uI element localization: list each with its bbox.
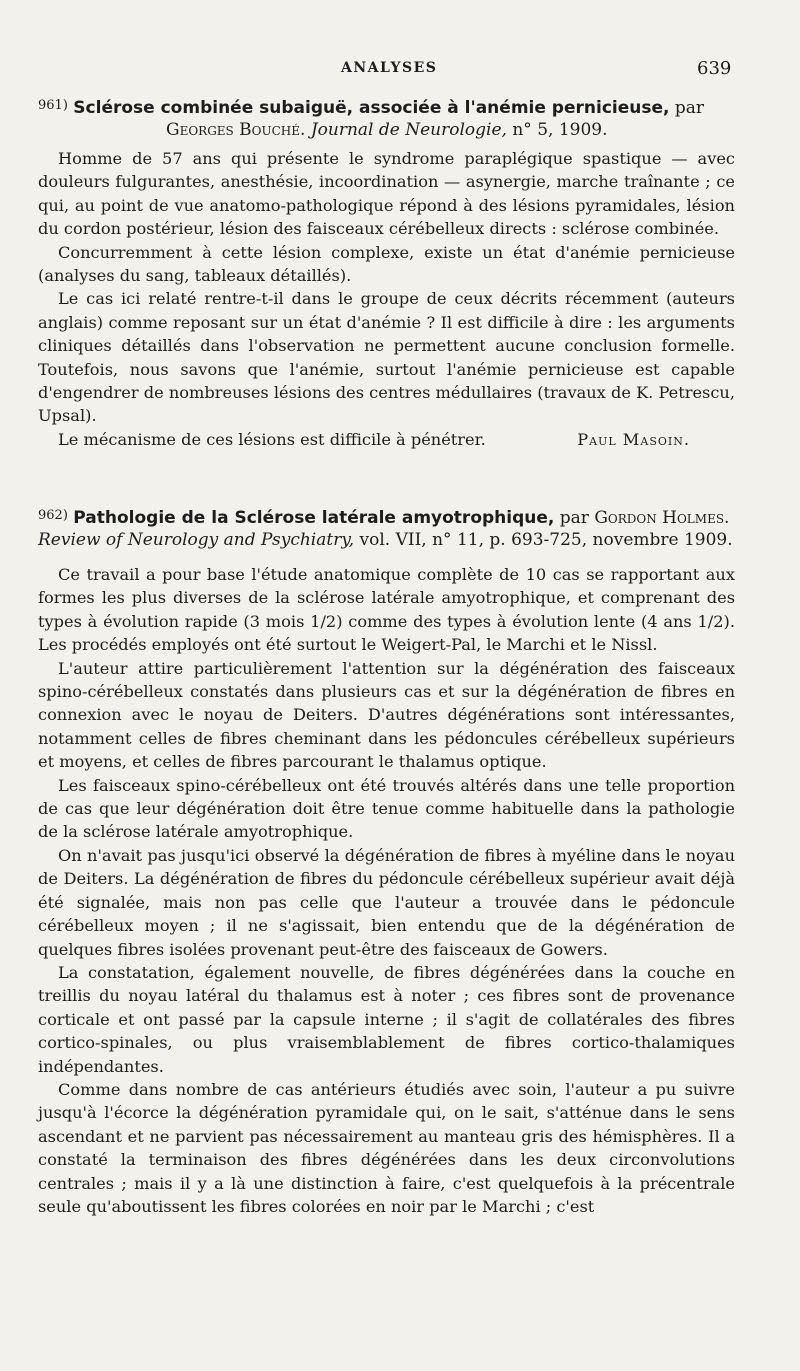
abstract-962 xyxy=(38,505,735,1218)
journal-reference: n° 5, 1909. xyxy=(512,120,608,140)
journal-name: Journal de Neurologie, xyxy=(310,120,507,140)
abstract-heading xyxy=(38,95,735,119)
closing-sentence: Le mécanisme de ces lésions est difficile à pénétrer. xyxy=(58,429,486,449)
abstract-title: Sclérose combinée subaiguë, associée à l'anémie pernicieuse, xyxy=(73,98,670,118)
running-header xyxy=(0,58,800,80)
paragraph: Homme de 57 ans qui présente le syndrome paraplégique spastique — avec douleurs fulgurantes, anesthésie, incoordination — asynergie, marche traînante ; ce qui, au point de vue anatomo-pathologique répond à des lésions pyramidales, lésion du cordon postérieur, lésion des faisceaux cérébelleux directs : sclérose combinée. xyxy=(38,149,735,239)
paragraph: Comme dans nombre de cas antérieurs étudiés avec soin, l'auteur a pu suivre jusqu'à l'écorce la dégénération pyramidale qui, on le sait, s'atténue dans le sens ascendant et ne parvient pas nécessairement au manteau gris des hémisphères. Il a constaté la terminaison des fibres dégénérées dans les deux circonvolutions centrales ; mais il y a là une distinction à faire, c'est quelquefois à la précentrale seule qu'aboutissent les fibres colorées en noir par le Marchi ; c'est xyxy=(38,1079,735,1216)
author-name: Gordon Holmes. xyxy=(594,508,730,528)
paragraph: Ce travail a pour base l'étude anatomique complète de 10 cas se rapportant aux formes les plus diverses de la sclérose latérale amyotrophique, et comprenant des types à évolution rapide (3 mois 1/2) comme des types à évolution lente (4 ans 1/2). Les procédés employés ont été surtout le Weigert-Pal, le Marchi et le Nissl. xyxy=(38,565,735,655)
closing-line xyxy=(38,428,735,451)
abstract-number: 961) xyxy=(38,98,68,113)
abstract-number: 962) xyxy=(38,508,68,523)
by-word: par xyxy=(559,508,589,528)
journal-name: Review of Neurology and Psychiatry, xyxy=(38,530,355,550)
abstract-961 xyxy=(38,95,735,451)
page-number: 639 xyxy=(697,58,732,79)
author-name: Georges Bouché. xyxy=(166,120,306,140)
paragraph: La constatation, également nouvelle, de fibres dégénérées dans la couche en treillis du noyau latéral du thalamus est à noter ; ces fibres sont de provenance corticale et ont passé par la capsule interne ; il s'agit de collatérales des fibres cortico-spinales, ou plus vraisemblablement de fibres cortico-thalamiques indépendantes. xyxy=(38,962,735,1076)
paragraph: On n'avait pas jusqu'ici observé la dégénération de fibres à myéline dans le noyau de Deiters. La dégénération de fibres du pédoncule cérébelleux supérieur avait déjà été signalée, mais non pas celle que l'auteur a trouvée dans le pédoncule cérébelleux moyen ; il ne s'agissait, bien entendu que de la dégénération de quelques fibres isolées provenant peut-être des faisceaux de Gowers. xyxy=(38,845,735,959)
journal-reference: vol. VII, n° 11, p. 693-725, novembre 1909. xyxy=(359,530,733,550)
paragraph: Les faisceaux spino-cérébelleux ont été trouvés altérés dans une telle proportion de cas que leur dégénération doit être tenue comme habituelle dans la pathologie de la sclérose latérale amyotrophique. xyxy=(38,775,735,842)
running-title: ANALYSES xyxy=(341,60,438,76)
abstract-title: Pathologie de la Sclérose latérale amyotrophique, xyxy=(73,508,555,528)
abstract-heading xyxy=(38,505,735,551)
by-word: par xyxy=(674,98,705,118)
paragraph: Concurremment à cette lésion complexe, existe un état d'anémie pernicieuse (analyses du sang, tableaux détaillés). xyxy=(38,242,735,286)
paragraph: L'auteur attire particulièrement l'attention sur la dégénération des faisceaux spino-cérébelleux constatés dans plusieurs cas et sur la dégénération de fibres en connexion avec le noyau de Deiters. D'autres dégénérations sont intéressantes, notamment celles de fibres cheminant dans les pédoncules cérébelleux supérieurs et moyens, et celles de fibres parcourant le thalamus optique. xyxy=(38,658,735,772)
paragraph: Le cas ici relaté rentre-t-il dans le groupe de ceux décrits récemment (auteurs anglais) comme reposant sur un état d'anémie ? Il est difficile à dire : les arguments cliniques détaillés dans l'observation ne permettent aucune conclusion formelle. Toutefois, nous savons que l'anémie, surtout l'anémie pernicieuse est capable d'engendrer de nombreuses lésions des centres médullaires (travaux de K. Petrescu, Upsal). xyxy=(38,289,735,426)
reviewer-signature: Paul Masoin. xyxy=(577,429,690,449)
abstract-citation xyxy=(38,119,735,141)
